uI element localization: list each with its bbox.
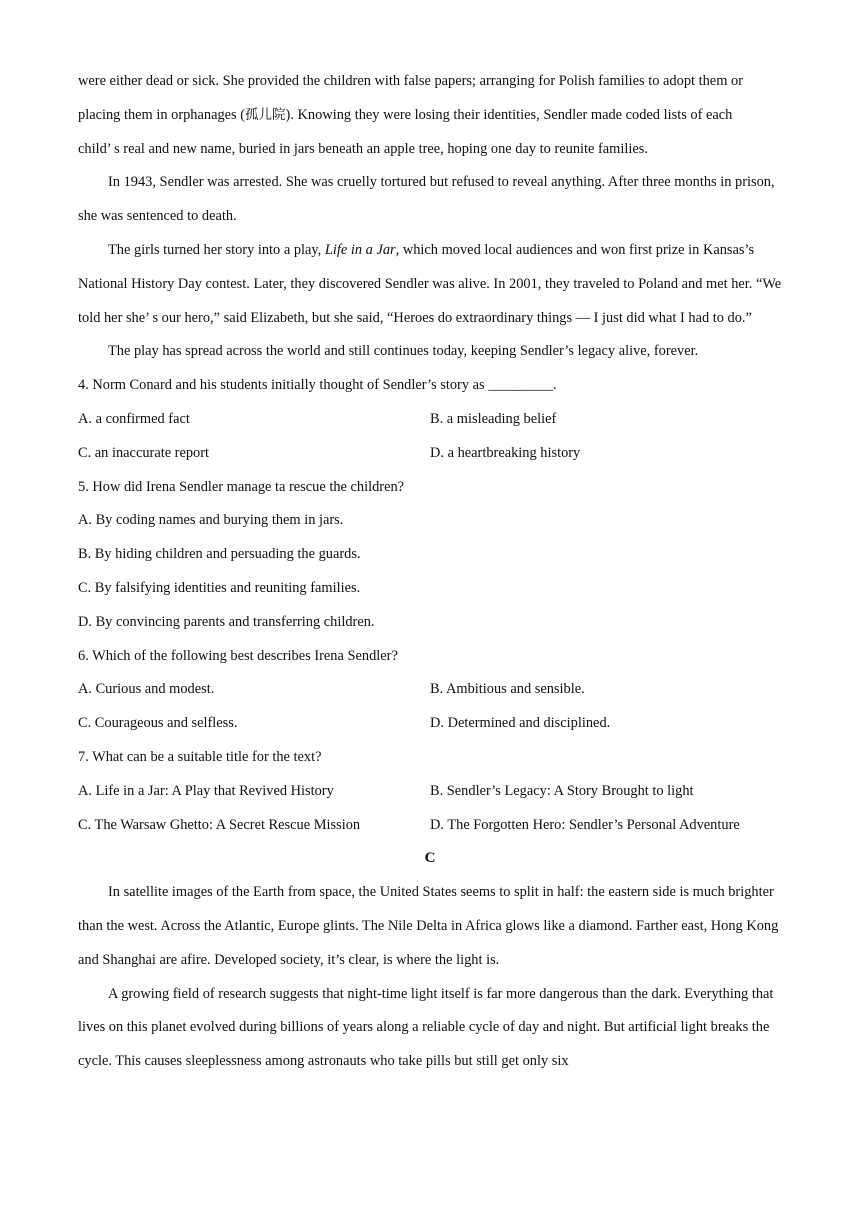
chinese-gloss: 孤儿院 (245, 106, 286, 123)
question-4-option-a[interactable]: A. a confirmed fact (78, 410, 190, 427)
question-6-options-row-1 (78, 673, 782, 707)
section-c-heading: C (424, 850, 436, 867)
passage-b-line-1: were either dead or sick. She provided the children with false papers; arranging for Polish families to adopt them or (78, 73, 743, 89)
question-4-stem: 4. Norm Conard and his students initially thought of Sendler’s story as _________. (78, 377, 557, 394)
question-7-option-c[interactable]: C. The Warsaw Ghetto: A Secret Rescue Mission (78, 816, 361, 833)
passage-b-paragraph-4: The play has spread across the world and still continues today, keeping Sendler’s legacy alive, forever. (108, 343, 699, 360)
question-4-option-c[interactable]: C. an inaccurate report (78, 444, 210, 461)
play-title: Life in a Jar (324, 241, 396, 258)
passage-b-paragraph-2: In 1943, Sendler was arrested. She was cruelly tortured but refused to reveal anything. After three months in prison, she was sentenced to death. (78, 174, 775, 225)
section-c-paragraph-1: In satellite images of the Earth from space, the United States seems to split in half: the eastern side is much brighter than the west. Across the Atlantic, Europe glints. The Nile Delta in Africa glows like a diamond. Farther east, Hong Kong and Shanghai are afire. Developed society, it’s clear, is where the light is. (78, 884, 779, 968)
question-6-options-row-2 (78, 707, 782, 741)
question-5-option-c[interactable]: C. By falsifying identities and reuniting families. (78, 579, 361, 596)
question-6-stem: 6. Which of the following best describes Irena Sendler? (78, 647, 398, 664)
question-5-option-b[interactable]: B. By hiding children and persuading the guards. (78, 546, 361, 563)
question-7-stem: 7. What can be a suitable title for the text? (78, 748, 322, 765)
passage-b-line-2 (78, 99, 782, 133)
passage-b-text: , which moved local audiences and won first prize in Kansas’s National History Day contest. Later, they discovered Sendler was alive. In 2001, they traveled to Poland and met her. “We told her she’ s our hero,” said Elizabeth, but she said, “Heroes do extraordinary things — I just did what I had to do.” (78, 241, 782, 326)
passage-b-text: ). Knowing they were losing their identities, Sendler made coded lists of each (285, 106, 733, 123)
document-page (78, 65, 782, 1079)
question-5-stem: 5. How did Irena Sendler manage ta rescue the children? (78, 478, 405, 495)
question-6-option-a[interactable]: A. Curious and modest. (78, 681, 215, 698)
question-7-option-d[interactable]: D. The Forgotten Hero: Sendler’s Personal Adventure (430, 816, 740, 833)
passage-b-paragraph-3 (78, 234, 782, 335)
question-7-option-b[interactable]: B. Sendler’s Legacy: A Story Brought to light (430, 782, 694, 799)
question-4-option-b[interactable]: B. a misleading belief (430, 410, 557, 427)
question-4-options-row-2 (78, 437, 782, 471)
section-c-paragraph-2: A growing field of research suggests that night-time light itself is far more dangerous than the dark. Everything that lives on this planet evolved during billions of years along a reliable cycle of day and night. But artificial light breaks the cycle. This causes sleeplessness among astronauts who take pills but still get only six (78, 985, 774, 1070)
question-5-option-a[interactable]: A. By coding names and burying them in jars. (78, 512, 344, 529)
question-6-option-d[interactable]: D. Determined and disciplined. (430, 715, 611, 732)
question-7-option-a[interactable]: A. Life in a Jar: A Play that Revived History (78, 782, 334, 799)
question-4-option-d[interactable]: D. a heartbreaking history (430, 444, 581, 461)
question-7-options-row-2 (78, 809, 782, 843)
question-7-options-row-1 (78, 775, 782, 809)
question-5-option-d[interactable]: D. By convincing parents and transferring children. (78, 613, 375, 630)
passage-b-line-3: child’ s real and new name, buried in jars beneath an apple tree, hoping one day to reunite families. (78, 140, 648, 157)
passage-b-text: placing them in orphanages ( (78, 106, 246, 123)
question-6-option-b[interactable]: B. Ambitious and sensible. (430, 681, 585, 698)
question-4-options-row-1 (78, 403, 782, 437)
passage-b-text: The girls turned her story into a play, (108, 241, 325, 258)
question-6-option-c[interactable]: C. Courageous and selfless. (78, 715, 238, 732)
